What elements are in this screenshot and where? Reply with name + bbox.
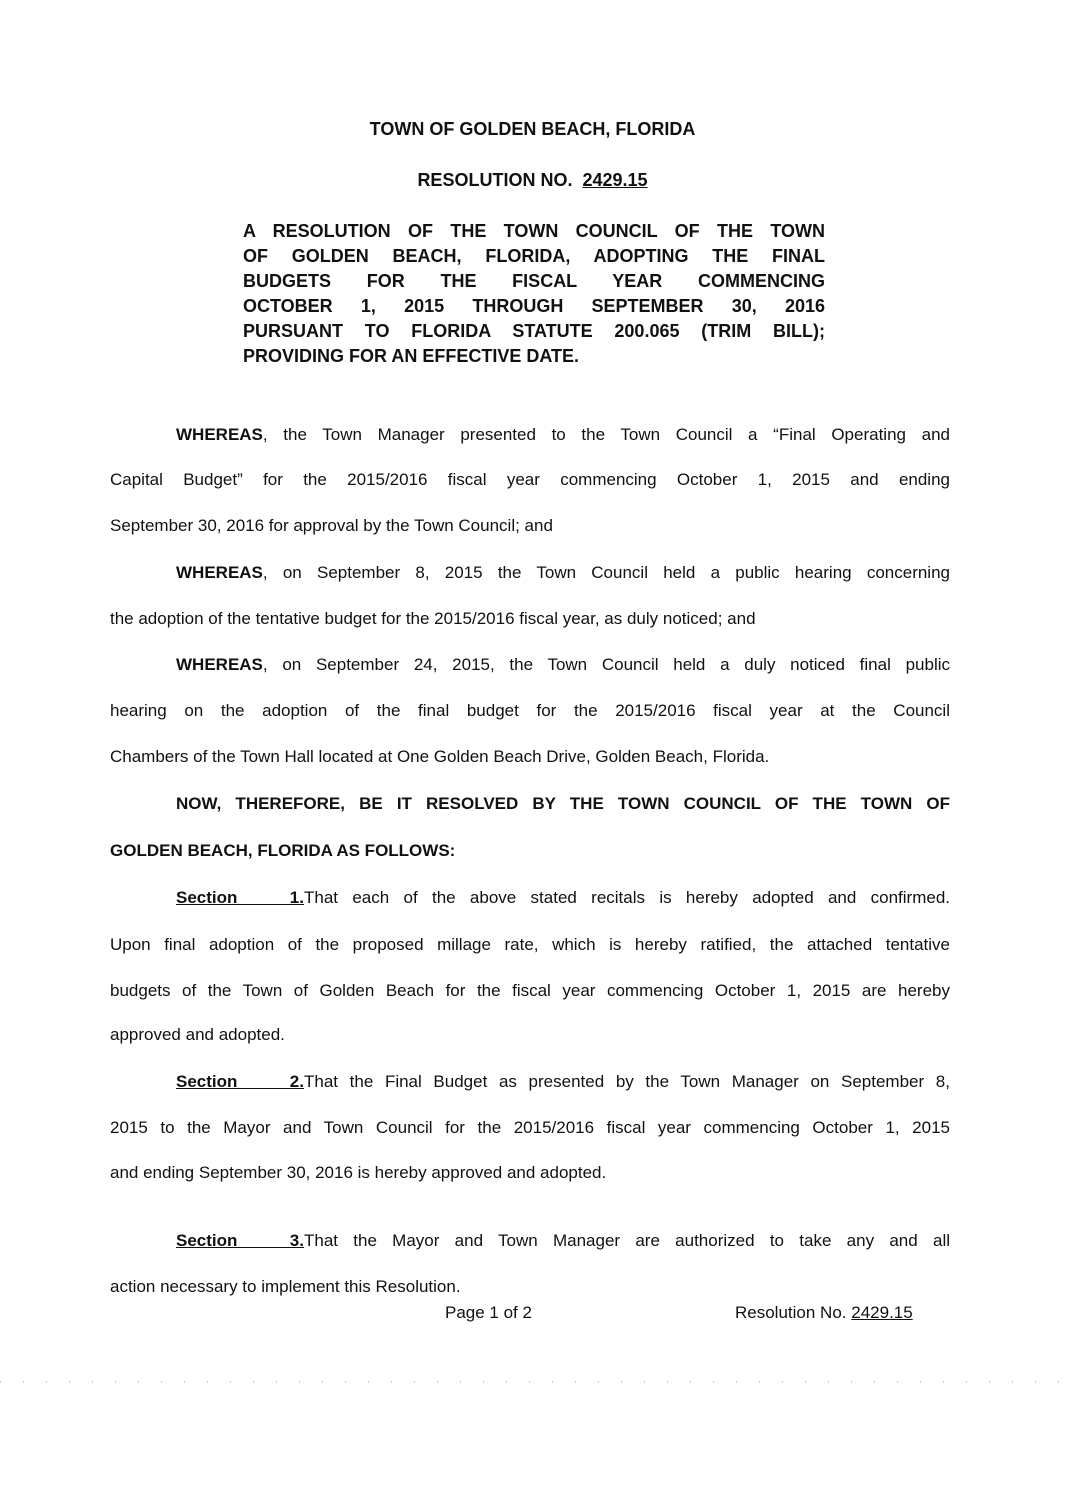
section-2: Section 2.That the Final Budget as presented by the Town Manager on September 8,	[176, 1072, 950, 1091]
section-1-label: Section 1.	[176, 888, 304, 907]
resolution-label: RESOLUTION NO.	[417, 170, 573, 190]
text-line: the adoption of the tentative budget for the 2015/2016 fiscal year, as duly noticed; and	[110, 609, 756, 628]
text-line: action necessary to implement this Resolution.	[110, 1277, 461, 1296]
whereas-paragraph-3: WHEREAS, on September 24, 2015, the Town Council held a duly noticed final public	[176, 655, 950, 674]
resolved-clause: NOW, THEREFORE, BE IT RESOLVED BY THE TOWN COUNCIL OF THE TOWN OF	[176, 794, 950, 813]
section-2-label: Section 2.	[176, 1072, 304, 1091]
text-line: 2015 to the Mayor and Town Council for the 2015/2016 fiscal year commencing October 1, 2015	[110, 1118, 950, 1137]
town-heading: TOWN OF GOLDEN BEACH, FLORIDA	[369, 119, 696, 139]
scan-artifact-divider	[0, 1381, 1065, 1383]
title-line: BUDGETS FOR THE FISCAL YEAR COMMENCING	[243, 271, 825, 291]
text-line: Chambers of the Town Hall located at One Golden Beach Drive, Golden Beach, Florida.	[110, 747, 770, 766]
title-line: OF GOLDEN BEACH, FLORIDA, ADOPTING THE FINAL	[243, 246, 825, 266]
text-line: hearing on the adoption of the final budget for the 2015/2016 fiscal year at the Council	[110, 701, 950, 720]
text-line: approved and adopted.	[110, 1025, 285, 1044]
text-line: and ending September 30, 2016 is hereby approved and adopted.	[110, 1163, 607, 1182]
whereas-paragraph-1: WHEREAS, the Town Manager presented to the Town Council a “Final Operating and	[176, 425, 950, 444]
title-line: PURSUANT TO FLORIDA STATUTE 200.065 (TRIM BILL);	[243, 321, 825, 341]
footer-resolution: Resolution No. 2429.15	[735, 1303, 913, 1322]
text-line: budgets of the Town of Golden Beach for the fiscal year commencing October 1, 2015 are hereby	[110, 981, 950, 1000]
resolution-number: 2429.15	[582, 170, 648, 190]
page-number: Page 1 of 2	[445, 1303, 532, 1322]
title-line: PROVIDING FOR AN EFFECTIVE DATE.	[243, 346, 580, 366]
section-1: Section 1.That each of the above stated recitals is hereby adopted and confirmed.	[176, 888, 950, 907]
section-3: Section 3.That the Mayor and Town Manager are authorized to take any and all	[176, 1231, 950, 1250]
section-3-label: Section 3.	[176, 1231, 304, 1250]
resolution-heading	[0, 170, 1065, 191]
resolved-clause: GOLDEN BEACH, FLORIDA AS FOLLOWS:	[110, 841, 456, 860]
whereas-paragraph-2: WHEREAS, on September 8, 2015 the Town Council held a public hearing concerning	[176, 563, 950, 582]
title-line: A RESOLUTION OF THE TOWN COUNCIL OF THE TOWN	[243, 221, 825, 241]
text-line: Capital Budget” for the 2015/2016 fiscal year commencing October 1, 2015 and ending	[110, 470, 950, 489]
text-line: Upon final adoption of the proposed millage rate, which is hereby ratified, the attached tentative	[110, 935, 950, 954]
text-line: September 30, 2016 for approval by the Town Council; and	[110, 516, 553, 535]
title-line: OCTOBER 1, 2015 THROUGH SEPTEMBER 30, 2016	[243, 296, 825, 316]
